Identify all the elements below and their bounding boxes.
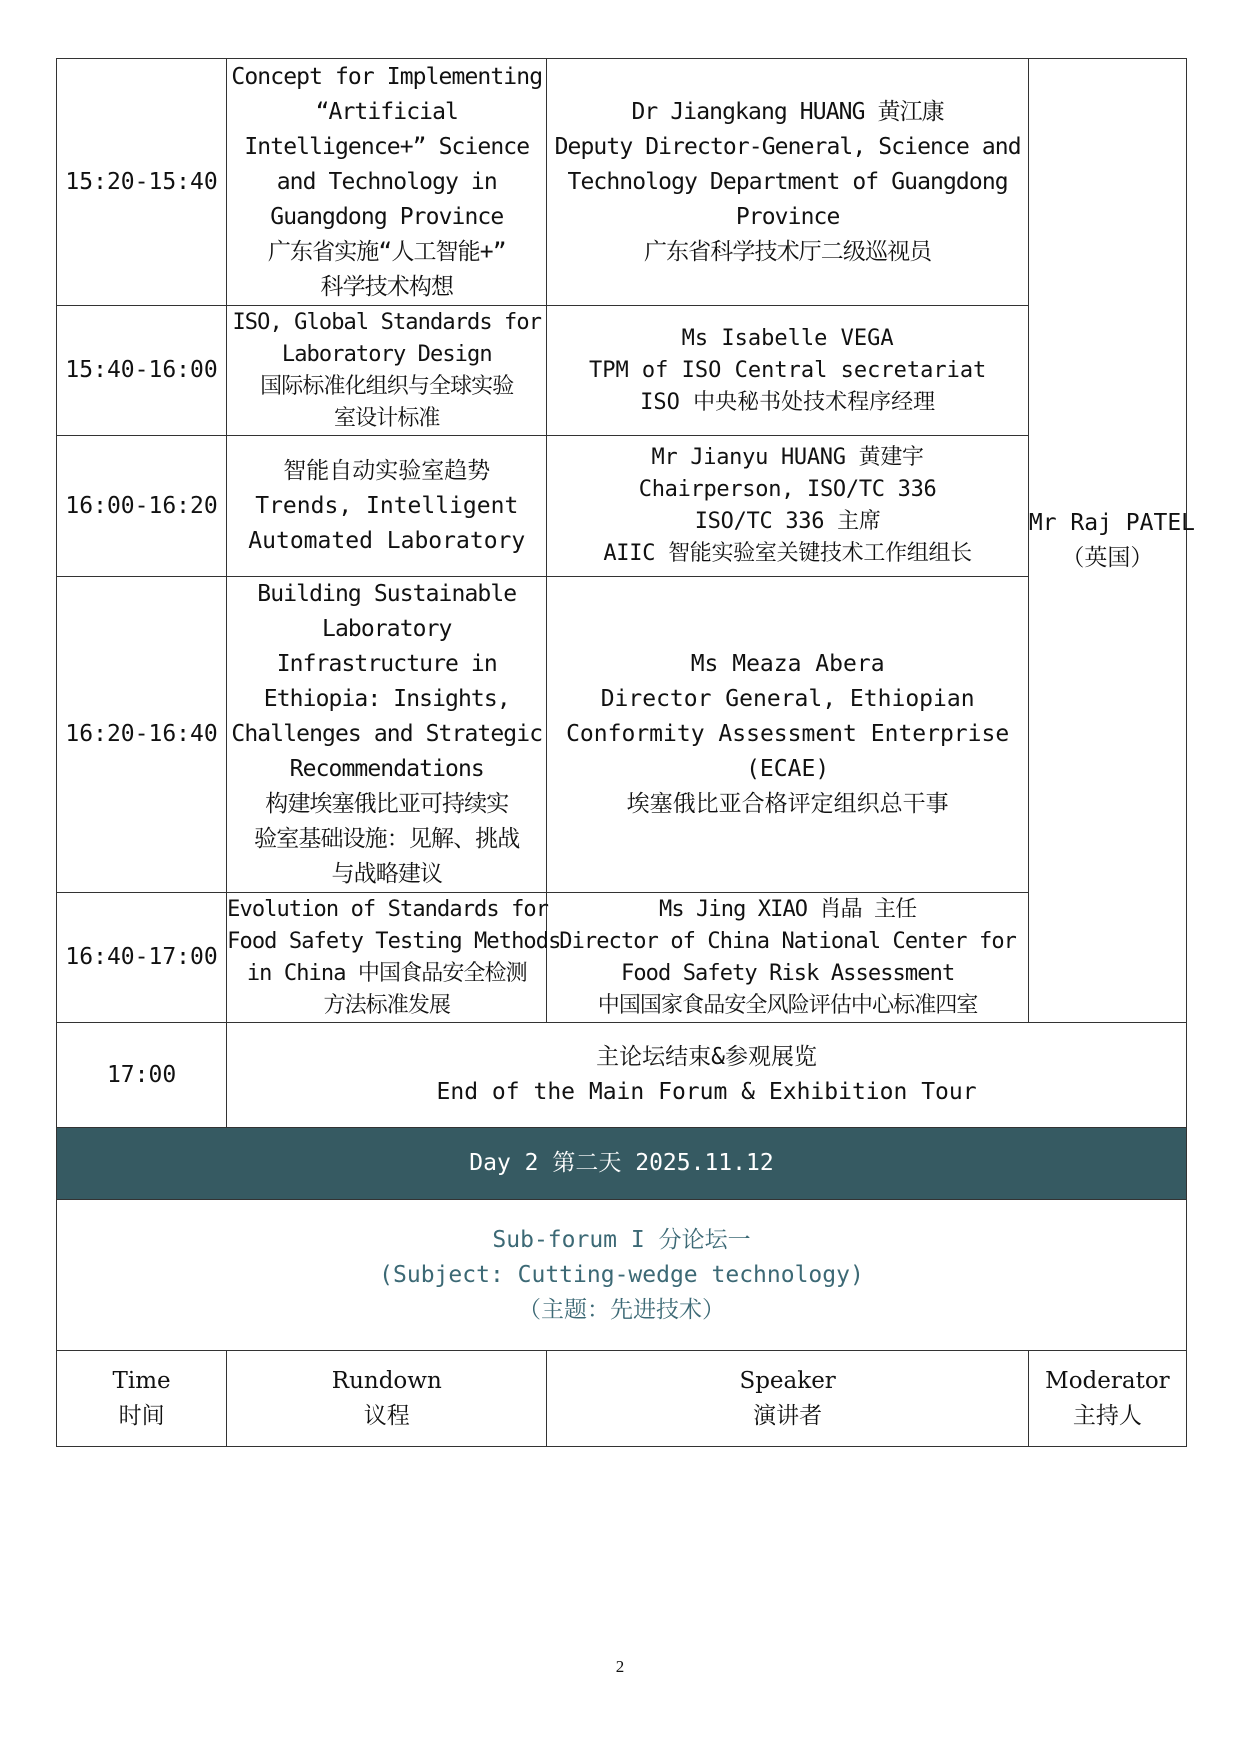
page-number: 2 (615, 1657, 625, 1676)
session-rundown: ISO, Global Standards for Laboratory Design 国际标准化组织与全球实验 室设计标准 (227, 306, 547, 436)
session-rundown: Evolution of Standards for Food Safety Testing Methods in China 中国食品安全检测 方法标准发展 (227, 893, 547, 1023)
column-header-row (57, 1351, 1187, 1447)
session-row (57, 306, 1187, 436)
session-row (57, 893, 1187, 1023)
closing-time: 17:00 (57, 1023, 227, 1128)
moderator-country: （英国） (1061, 544, 1154, 571)
moderator-cell (1028, 59, 1196, 1023)
session-speaker: Ms Isabelle VEGA TPM of ISO Central secretariat ISO 中央秘书处技术程序经理 (547, 306, 1028, 436)
session-time: 16:00-16:20 (57, 436, 227, 577)
session-speaker: Ms Jing XIAO 肖晶 主任 Director of China National Center for Food Safety Risk Assessment 中国国家食品安全风险评估中心标准四室 (547, 893, 1028, 1023)
moderator-name: Mr Raj PATEL (1028, 509, 1196, 536)
session-rundown: Building Sustainable Laboratory Infrastructure in Ethiopia: Insights, Challenges and Strategic Recommendations 构建埃塞俄比亚可持续实 验室基础设施：见解、挑战 与战略建议 (227, 577, 547, 893)
session-time: 15:40-16:00 (57, 306, 227, 436)
session-time: 16:20-16:40 (57, 577, 227, 893)
session-rundown: Concept for Implementing “Artificial Intelligence+” Science and Technology in Guangdong Province 广东省实施“人工智能+” 科学技术构想 (227, 59, 547, 306)
session-row (57, 577, 1187, 893)
closing-text: 主论坛结束&参观展览 End of the Main Forum & Exhibition Tour (227, 1023, 1187, 1128)
session-time: 16:40-17:00 (57, 893, 227, 1023)
closing-row (57, 1023, 1187, 1128)
header-rundown: Rundown 议程 (227, 1351, 547, 1447)
subforum-row (57, 1200, 1187, 1351)
session-row (57, 59, 1187, 306)
subforum-title: Sub-forum I 分论坛一 (Subject: Cutting-wedge technology) （主题：先进技术） (57, 1200, 1187, 1351)
session-speaker: Ms Meaza Abera Director General, Ethiopian Conformity Assessment Enterprise (ECAE) 埃塞俄比亚合格评定组织总干事 (547, 577, 1028, 893)
day2-banner-row (57, 1128, 1187, 1200)
agenda-table (56, 58, 1196, 1447)
session-speaker: Dr Jiangkang HUANG 黄江康 Deputy Director-General, Science and Technology Department of Guangdong Province 广东省科学技术厅二级巡视员 (547, 59, 1028, 306)
session-row (57, 436, 1187, 577)
day2-banner: Day 2 第二天 2025.11.12 (57, 1128, 1187, 1200)
header-speaker: Speaker 演讲者 (547, 1351, 1028, 1447)
session-speaker: Mr Jianyu HUANG 黄建宇 Chairperson, ISO/TC 336 ISO/TC 336 主席 AIIC 智能实验室关键技术工作组组长 (547, 436, 1028, 577)
session-time: 15:20-15:40 (57, 59, 227, 306)
session-rundown: 智能自动实验室趋势 Trends, Intelligent Automated Laboratory (227, 436, 547, 577)
header-moderator: Moderator 主持人 (1028, 1351, 1186, 1447)
header-time: Time 时间 (57, 1351, 227, 1447)
